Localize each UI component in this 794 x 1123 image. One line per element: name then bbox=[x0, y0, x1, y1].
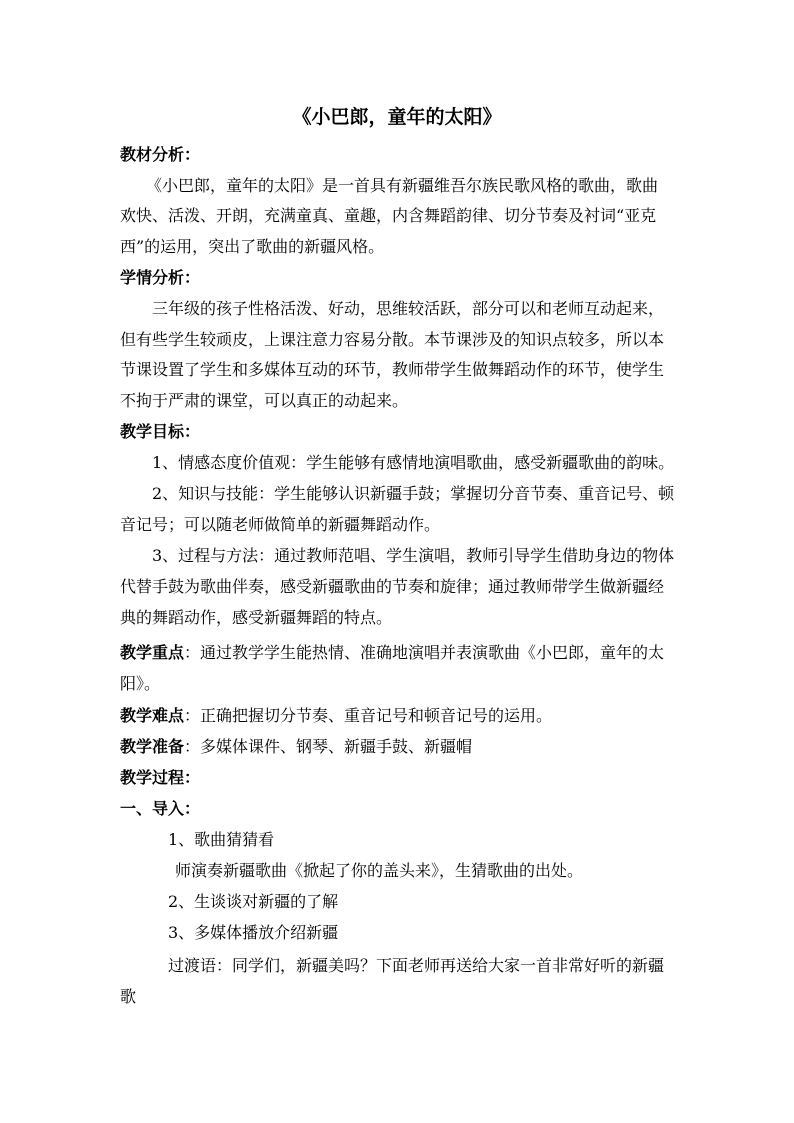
objectives-heading: 教学目标： bbox=[120, 422, 201, 441]
key-point-heading: 教学重点 bbox=[120, 643, 185, 662]
objective-item: 3、过程与方法：通过教师范唱、学生演唱，教师引导学生借助身边的物体 bbox=[152, 546, 675, 565]
process-item: 3、多媒体播放介绍新疆 bbox=[168, 923, 339, 942]
paragraph-line: 欢快、活泼、开朗，充满童真、童趣，内含舞蹈韵律、切分节奏及衬词“亚克 bbox=[120, 206, 657, 225]
difficulty-text: ：正确把握切分节奏、重音记号和顿音记号的运用。 bbox=[184, 706, 553, 725]
paragraph-line: 三年级的孩子性格活泼、好动，思维较活跃，部分可以和老师互动起来， bbox=[152, 299, 665, 318]
difficulty-line bbox=[120, 702, 552, 730]
paragraph-line: 但有些学生较顽皮，上课注意力容易分散。本节课涉及的知识点较多，所以本 bbox=[120, 330, 665, 349]
intro-heading: 一、导入： bbox=[120, 799, 201, 818]
preparation-heading: 教学准备 bbox=[120, 737, 185, 756]
paragraph-line: 音记号；可以随老师做简单的新疆舞蹈动作。 bbox=[120, 515, 441, 534]
objective-item: 2、知识与技能：学生能够认识新疆手鼓；掌握切分音节奏、重音记号、顿 bbox=[152, 484, 675, 503]
paragraph-line: 歌 bbox=[120, 987, 137, 1006]
process-heading: 教学过程： bbox=[120, 768, 201, 787]
difficulty-heading: 教学难点 bbox=[120, 706, 185, 725]
process-item: 2、生谈谈对新疆的了解 bbox=[168, 892, 339, 911]
objective-item: 1、情感态度价值观：学生能够有感情地演唱歌曲，感受新疆歌曲的韵味。 bbox=[152, 453, 675, 472]
paragraph-line: 阳》。 bbox=[120, 674, 161, 693]
paragraph-line: 典的舞蹈动作，感受新疆舞蹈的特点。 bbox=[120, 608, 393, 627]
paragraph-line: 西”的运用，突出了歌曲的新疆风格。 bbox=[120, 237, 385, 256]
paragraph-line: 《小巴郎，童年的太阳》是一首具有新疆维吾尔族民歌风格的歌曲，歌曲 bbox=[146, 176, 659, 195]
preparation-line bbox=[120, 733, 472, 761]
key-point-text: ：通过教学学生能热情、准确地演唱并表演歌曲《小巴郎，童年的太 bbox=[184, 643, 665, 662]
preparation-text: ：多媒体课件、钢琴、新疆手鼓、新疆帽 bbox=[184, 737, 473, 756]
paragraph-line: 不拘于严肃的课堂，可以真正的动起来。 bbox=[120, 391, 409, 410]
paragraph-line: 节课设置了学生和多媒体互动的环节，教师带学生做舞蹈动作的环节，使学生 bbox=[120, 360, 665, 379]
process-item: 1、歌曲猜猜看 bbox=[168, 830, 275, 849]
paragraph-line: 代替手鼓为歌曲伴奏，感受新疆歌曲的节奏和旋律；通过教师带学生做新疆经 bbox=[120, 577, 665, 596]
document-title: 《小巴郎，童年的太阳》 bbox=[292, 106, 502, 128]
material-analysis-heading: 教材分析： bbox=[120, 145, 201, 164]
paragraph-line: 师演奏新疆歌曲《掀起了你的盖头来》，生猜歌曲的出处。 bbox=[175, 861, 584, 880]
paragraph-line: 过渡语：同学们，新疆美吗？下面老师再送给大家一首非常好听的新疆 bbox=[168, 956, 665, 975]
student-analysis-heading: 学情分析： bbox=[120, 268, 201, 287]
key-point-line bbox=[120, 639, 664, 667]
